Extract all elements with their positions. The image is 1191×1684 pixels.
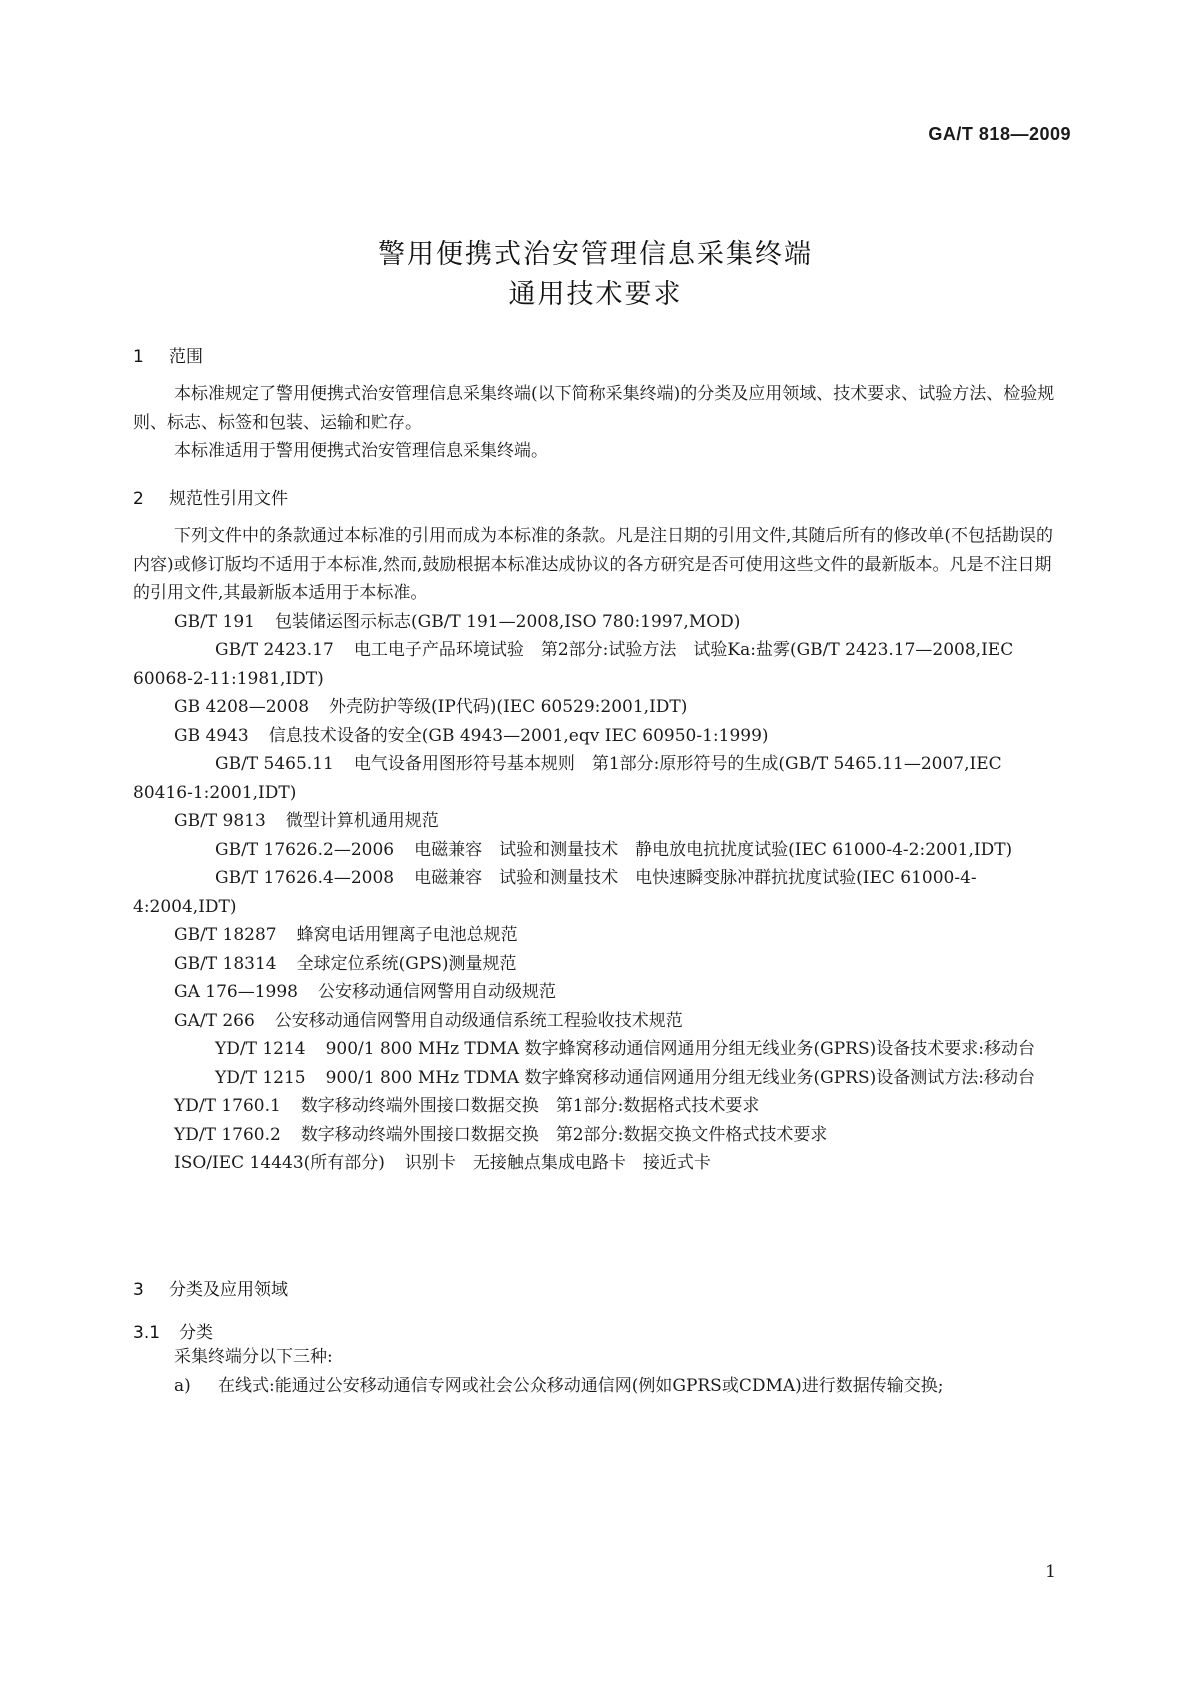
paragraph: 下列文件中的条款通过本标准的引用而成为本标准的条款。凡是注日期的引用文件,其随后所有的修改单(不包括勘误的内容)或修订版均不适用于本标准,然而,鼓励根据本标准达成协议的各方研究是否可使用这些文件的最新版本。凡是不注日期的引用文件,其最新版本适用于本标准。 — [133, 526, 1054, 603]
section-title: 分类及应用领域 — [169, 1280, 288, 1300]
reference-item: GB 4208—2008 外壳防护等级(IP代码)(IEC 60529:2001,IDT) — [174, 697, 688, 717]
reference-item: YD/T 1215 900/1 800 MHz TDMA 数字蜂窝移动通信网通用分组无线业务(GPRS)设备测试方法:移动台 — [215, 1067, 1035, 1088]
section-3-1-heading — [133, 1318, 213, 1343]
section-number: 1 — [133, 347, 144, 367]
list-text: 在线式:能通过公安移动通信专网或社会公众移动通信网(例如GPRS或CDMA)进行数据传输交换; — [218, 1375, 944, 1396]
reference-item: GA 176—1998 公安移动通信网警用自动级规范 — [174, 982, 556, 1002]
section-1-body — [133, 380, 1057, 466]
reference-item: YD/T 1760.1 数字移动终端外围接口数据交换 第1部分:数据格式技术要求 — [174, 1096, 760, 1116]
reference-item: GB/T 2423.17 电工电子产品环境试验 第2部分:试验方法 试验Ka:盐雾(GB/T 2423.17—2008,IEC 60068-2-11:1981,IDT) — [133, 640, 1014, 689]
reference-item: GB/T 191 包装储运图示标志(GB/T 191—2008,ISO 780:1997,MOD) — [174, 611, 741, 632]
paragraph: 本标准规定了警用便携式治安管理信息采集终端(以下简称采集终端)的分类及应用领域、技术要求、试验方法、检验规则、标志、标签和包装、运输和贮存。 — [133, 384, 1055, 433]
reference-item: GB/T 5465.11 电气设备用图形符号基本规则 第1部分:原形符号的生成(GB/T 5465.11—2007,IEC 80416-1:2001,IDT) — [133, 754, 1002, 803]
section-2-heading — [133, 484, 288, 509]
reference-item: GB/T 17626.4—2008 电磁兼容 试验和测量技术 电快速瞬变脉冲群抗扰度试验(IEC 61000-4-4:2004,IDT) — [133, 868, 977, 917]
section-3-heading — [133, 1275, 288, 1300]
list-marker: a) — [174, 1375, 191, 1396]
paragraph: 采集终端分以下三种: — [174, 1347, 333, 1367]
section-1-heading — [133, 342, 203, 367]
reference-item: GB/T 9813 微型计算机通用规范 — [174, 811, 439, 831]
reference-item: YD/T 1214 900/1 800 MHz TDMA 数字蜂窝移动通信网通用分组无线业务(GPRS)设备技术要求:移动台 — [215, 1039, 1035, 1059]
section-3-1-body — [133, 1343, 1057, 1400]
document-title-line1: 警用便携式治安管理信息采集终端 — [378, 239, 813, 270]
reference-item: GB 4943 信息技术设备的安全(GB 4943—2001,eqv IEC 60950-1:1999) — [174, 725, 769, 746]
standard-code: GA/T 818—2009 — [928, 124, 1071, 144]
section-number: 3 — [133, 1280, 144, 1300]
paragraph: 本标准适用于警用便携式治安管理信息采集终端。 — [174, 441, 548, 461]
section-title: 范围 — [169, 347, 203, 367]
reference-item: YD/T 1760.2 数字移动终端外围接口数据交换 第2部分:数据交换文件格式技术要求 — [174, 1124, 828, 1145]
reference-item: GB/T 18287 蜂窝电话用锂离子电池总规范 — [174, 925, 518, 945]
subsection-title: 分类 — [179, 1323, 213, 1343]
reference-item: GA/T 266 公安移动通信网警用自动级通信系统工程验收技术规范 — [174, 1010, 683, 1031]
reference-item: GB/T 18314 全球定位系统(GPS)测量规范 — [174, 953, 517, 974]
subsection-number: 3.1 — [133, 1323, 161, 1343]
section-2-body — [133, 522, 1057, 1178]
list-item — [133, 1372, 1057, 1401]
page-number: 1 — [1045, 1562, 1056, 1582]
reference-item: ISO/IEC 14443(所有部分) 识别卡 无接触点集成电路卡 接近式卡 — [174, 1153, 711, 1173]
reference-item: GB/T 17626.2—2006 电磁兼容 试验和测量技术 静电放电抗扰度试验(IEC 61000-4-2:2001,IDT) — [215, 839, 1013, 860]
section-number: 2 — [133, 489, 144, 509]
document-title-line2: 通用技术要求 — [508, 279, 683, 310]
section-title: 规范性引用文件 — [169, 489, 288, 509]
